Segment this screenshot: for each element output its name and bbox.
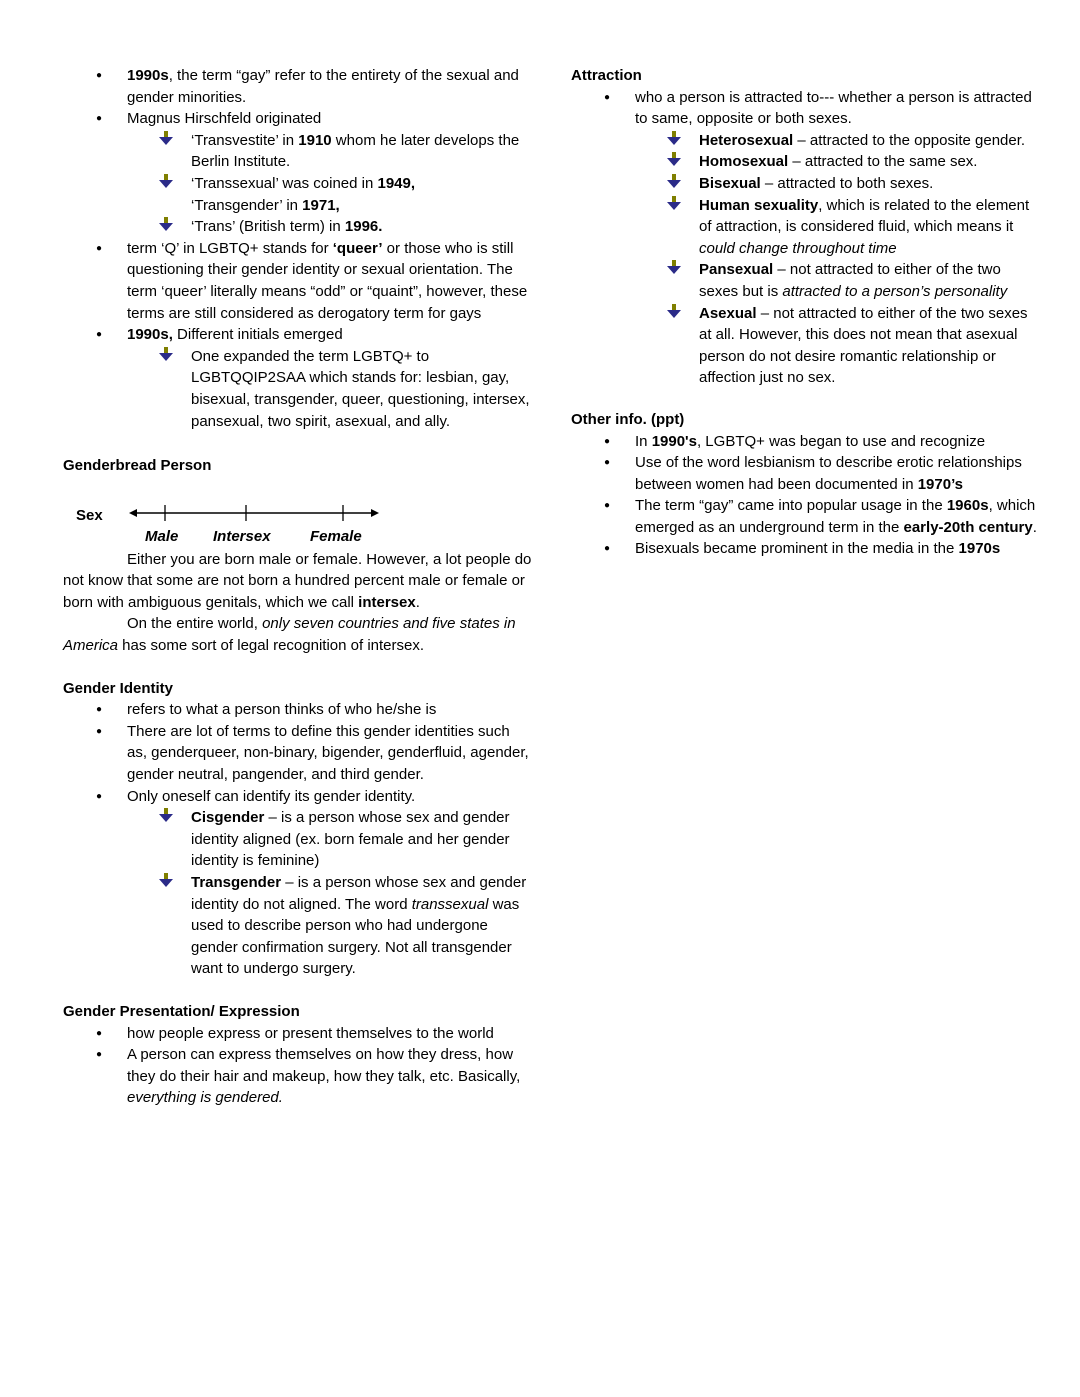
list-item: One expanded the term LGBTQ+ to LGBTQQIP2SAA which stands for: lesbian, gay, bisexual, transgender, queer, questioning, intersex, pansexual, two spirit, asexual, and ally. [63, 346, 533, 432]
identity-list [63, 699, 533, 980]
list-item: ● how people express or present themselves to the world [63, 1023, 533, 1045]
down-arrow-icon [666, 259, 682, 282]
list-item: ● Magnus Hirschfeld originated [63, 108, 533, 130]
dot-icon [96, 721, 102, 745]
other-info-title: Other info. (ppt) [571, 410, 685, 428]
list-item: Pansexual – not attracted to either of the two sexes but is attracted to a person’s personality [571, 259, 1041, 302]
list-item: Transgender – is a person whose sex and gender identity do not aligned. The word transsexual was used to describe person who had undergone gender confirmation surgery. Not all transgender want to undergo surgery. [63, 872, 533, 980]
paragraph: Either you are born male or female. However, a lot people do not know that some are not born a hundred percent male or female or born with ambiguous genitals, which we call intersex. [63, 550, 532, 611]
list-item: ‘Transvestite’ in 1910 whom he later develops the Berlin Institute. [63, 130, 533, 173]
list-item: Cisgender – is a person whose sex and gender identity aligned (ex. born female and her gender identity is feminine) [63, 807, 533, 872]
list-item: ● refers to what a person thinks of who he/she is [63, 699, 533, 721]
down-arrow-icon [158, 346, 174, 369]
down-arrow-icon [666, 195, 682, 218]
dot-icon [96, 786, 102, 810]
down-arrow-icon [666, 303, 682, 326]
right-column [571, 65, 1041, 560]
list-item: ● 1990s, the term “gay” refer to the entirety of the sexual and gender minorities. [63, 65, 533, 108]
dot-icon [96, 324, 102, 348]
tick-female: Female [310, 527, 362, 545]
presentation-list [63, 1023, 533, 1109]
genderbread-title: Genderbread Person [63, 457, 212, 475]
dot-icon [96, 699, 102, 723]
down-arrow-icon [158, 807, 174, 830]
tick-intersex: Intersex [213, 527, 271, 545]
list-item: Homosexual – attracted to the same sex. [571, 151, 1041, 173]
dot-icon [604, 87, 610, 111]
paragraph: On the entire world, only seven countries and five states in America has some sort of legal recognition of intersex. [63, 615, 516, 655]
down-arrow-icon [158, 130, 174, 153]
down-arrow-icon [158, 173, 174, 196]
dot-icon [604, 495, 610, 519]
list-item: ● who a person is attracted to--- whether a person is attracted to same, opposite or both sexes. [571, 87, 1041, 130]
list-item: Human sexuality, which is related to the element of attraction, is considered fluid, which means it could change throughout time [571, 195, 1041, 260]
tick-male: Male [145, 527, 179, 545]
attraction-list [571, 87, 1041, 389]
dot-icon [96, 1023, 102, 1047]
dot-icon [96, 1044, 102, 1068]
sex-spectrum-line [123, 501, 383, 525]
other-info-list [571, 431, 1041, 561]
list-item: Heterosexual – attracted to the opposite gender. [571, 130, 1041, 152]
dot-icon [604, 431, 610, 455]
down-arrow-icon [666, 130, 682, 153]
attraction-title: Attraction [571, 67, 642, 84]
dot-icon [604, 538, 610, 562]
gender-presentation-title: Gender Presentation/ Expression [63, 1002, 300, 1020]
list-item: ● A person can express themselves on how they dress, how they do their hair and makeup, how they talk, etc. Basically, everything is gendered. [63, 1044, 533, 1109]
down-arrow-icon [666, 151, 682, 174]
sex-spectrum [63, 501, 533, 549]
list-item: ● Only oneself can identify its gender identity. [63, 786, 533, 808]
list-item: ● term ‘Q’ in LGBTQ+ stands for ‘queer’ or those who is still questioning their gender identity or sexual orientation. The term ‘queer’ literally means “odd” or “quaint”, however, these terms are still considered as derogatory term for gays [63, 238, 533, 324]
list-item: ‘Transsexual’ was coined in 1949, ‘Transgender’ in 1971, [63, 173, 533, 216]
list-item: ‘Trans’ (British term) in 1996. [63, 216, 533, 238]
sex-label: Sex [76, 506, 103, 524]
list-item: Asexual – not attracted to either of the two sexes at all. However, this does not mean that asexual person do not desire romantic relationship or affection just no sex. [571, 303, 1041, 389]
dot-icon [604, 452, 610, 476]
dot-icon [96, 65, 102, 89]
list-item: Bisexual – attracted to both sexes. [571, 173, 1041, 195]
list-item: ● 1990s, Different initials emerged [63, 324, 533, 346]
list-item: ● In 1990's, LGBTQ+ was began to use and recognize [571, 431, 1041, 453]
history-list [63, 65, 533, 432]
dot-icon [96, 238, 102, 262]
dot-icon [96, 108, 102, 132]
list-item: ● There are lot of terms to define this gender identities such as, genderqueer, non-binary, bigender, genderfluid, agender, gender neutral, pangender, and third gender. [63, 721, 533, 786]
down-arrow-icon [158, 872, 174, 895]
down-arrow-icon [666, 173, 682, 196]
list-item: ● The term “gay” came into popular usage in the 1960s, which emerged as an underground term in the early-20th century. [571, 495, 1041, 538]
down-arrow-icon [158, 216, 174, 239]
gender-identity-title: Gender Identity [63, 679, 174, 697]
list-item: ● Bisexuals became prominent in the media in the 1970s [571, 538, 1041, 560]
list-item: ● Use of the word lesbianism to describe erotic relationships between women had been documented in 1970’s [571, 452, 1041, 495]
left-column [63, 65, 533, 1109]
